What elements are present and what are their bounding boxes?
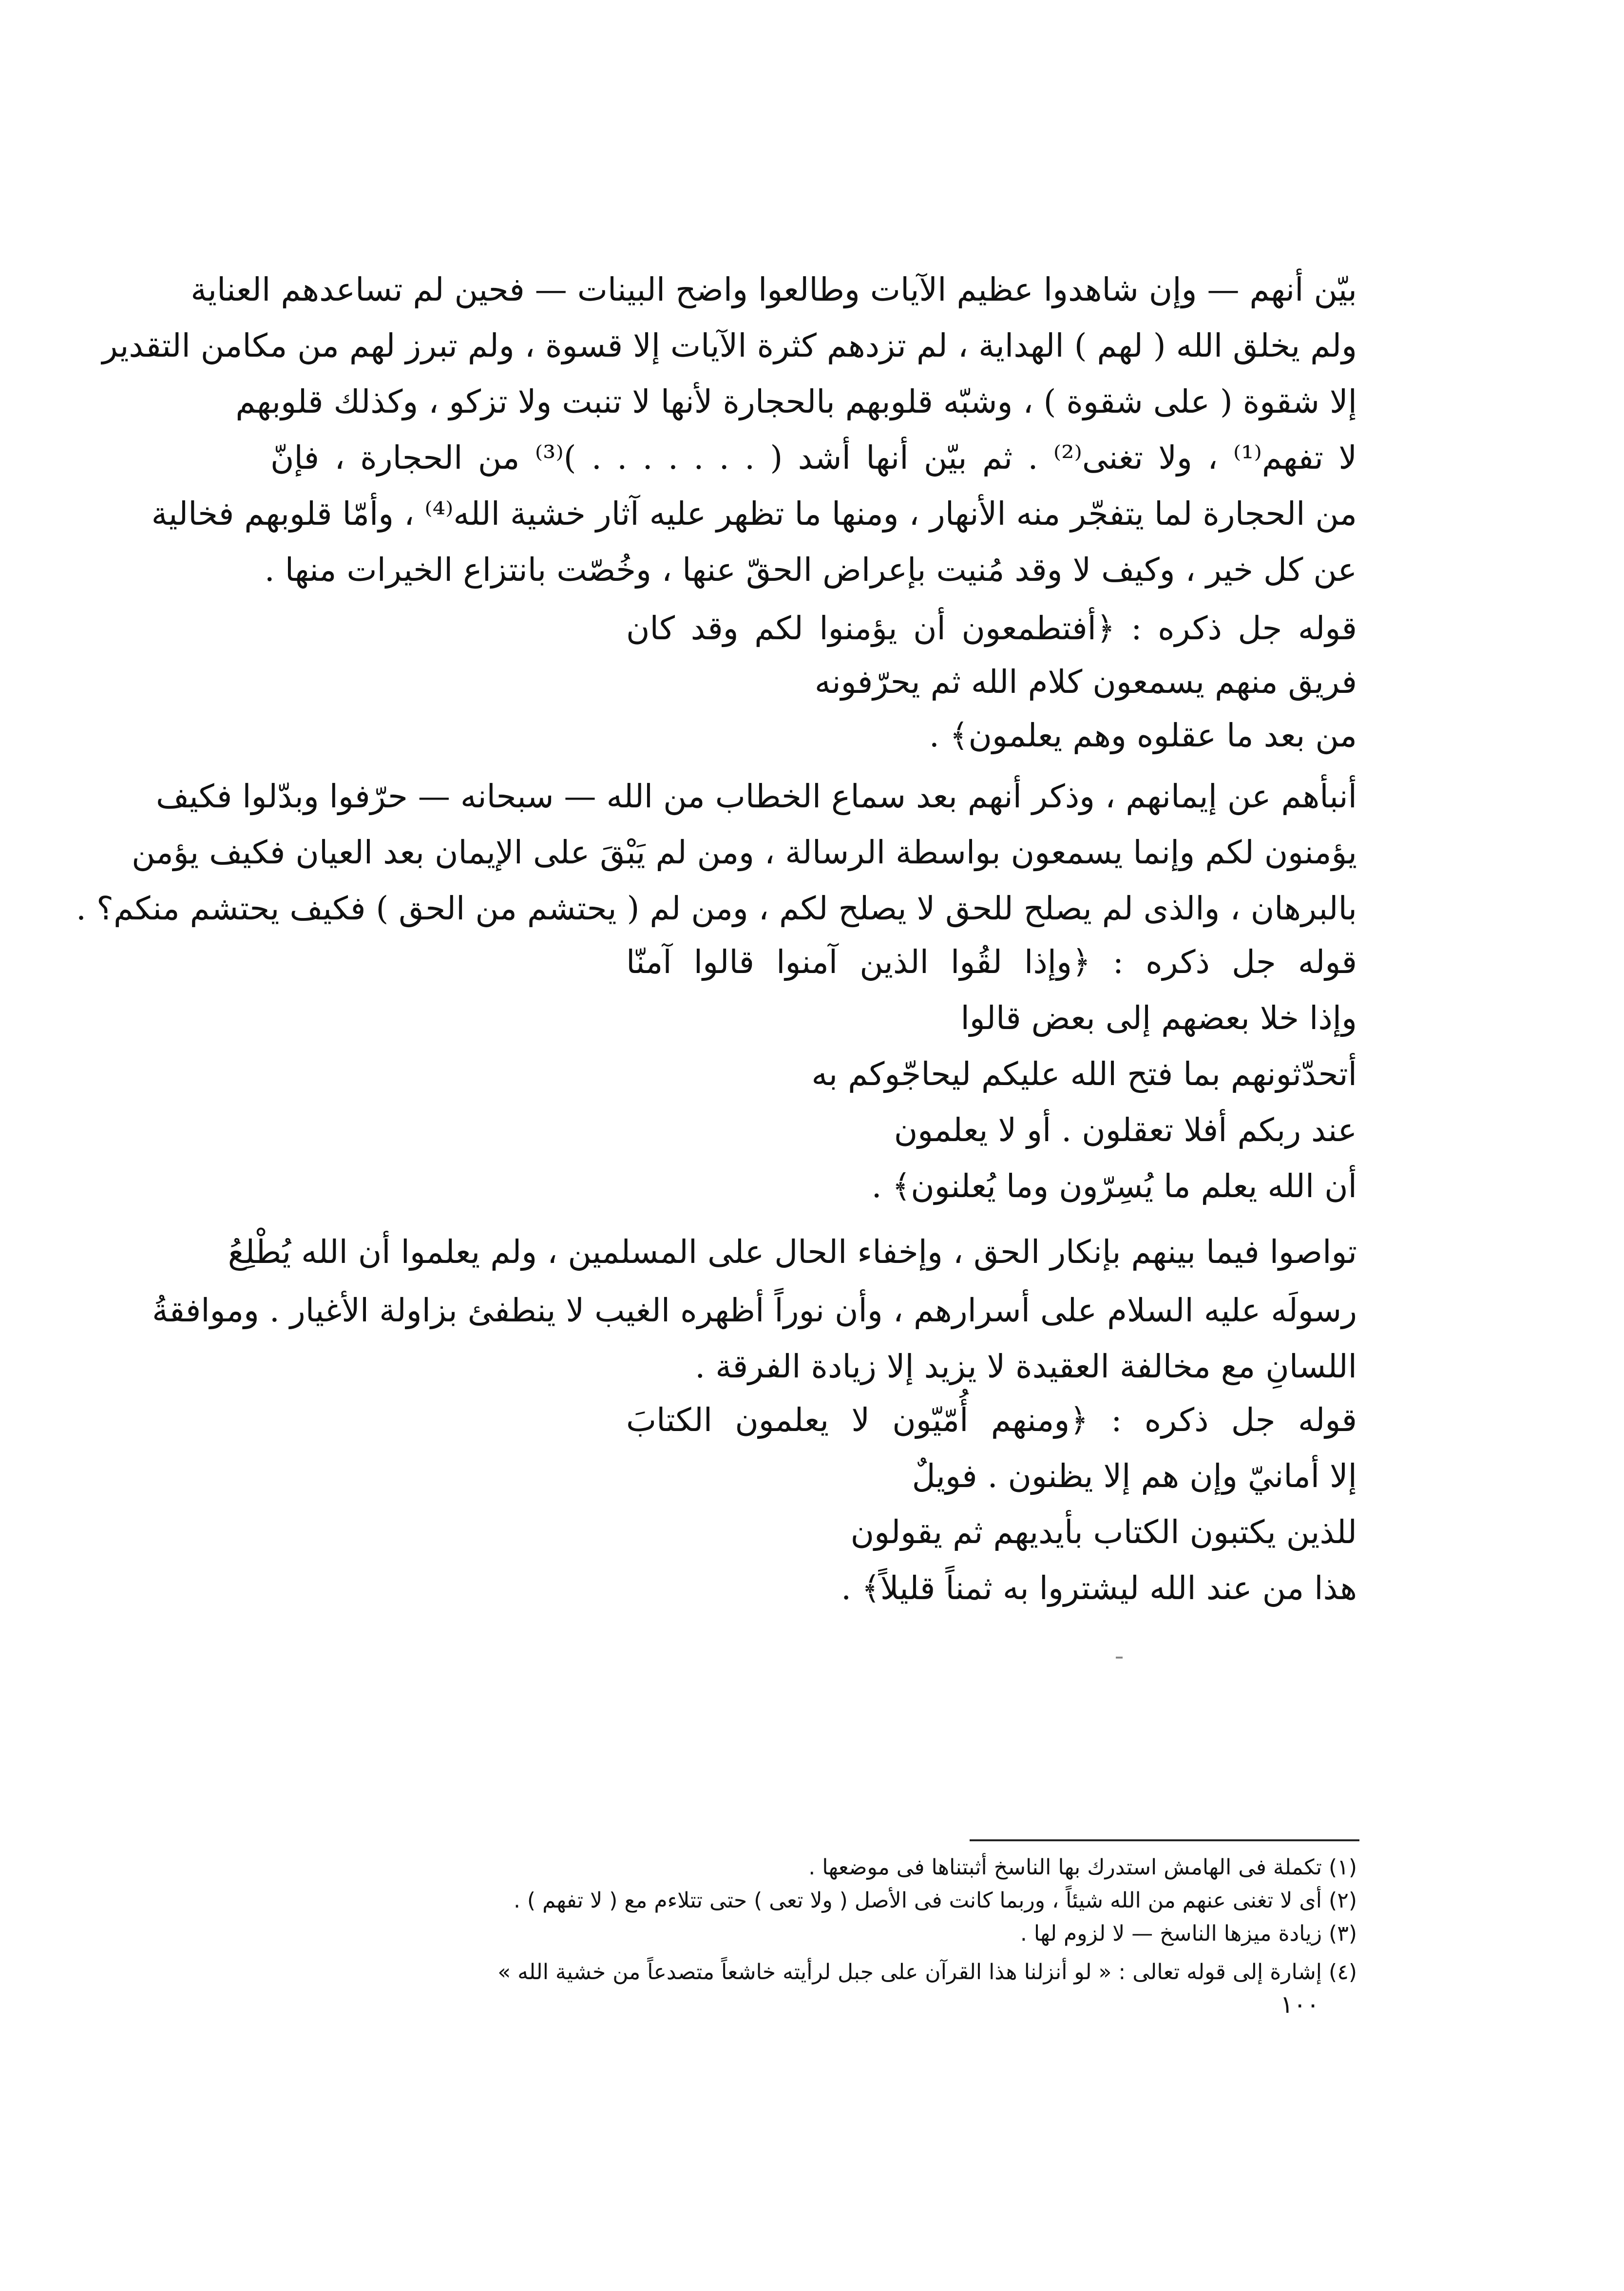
quote-line: قوله جل ذكره : ﴿وإذا لقُوا الذين آمنوا قالوا آمنّا — [626, 943, 1357, 981]
quote-line: عند ربكم أفلا تعقلون . أو لا يعلمون — [894, 1111, 1357, 1149]
quote-line: أتحدّثونهم بما فتح الله عليكم ليحاجّوكم به — [811, 1055, 1357, 1093]
footnote-divider — [970, 1839, 1359, 1841]
quote-line: أن الله يعلم ما يُسِرّون وما يُعلنون﴾ . — [871, 1167, 1357, 1205]
footnote-item: (٤) إشارة إلى قوله تعالى : « لو أنزلنا هذا القرآن على جبل لرأيته خاشعاً متصدعاً من خشية الله » — [497, 1960, 1357, 1985]
quote-line: قوله جل ذكره : ﴿ومنهم أُمّيّون لا يعلمون الكتابَ — [626, 1401, 1357, 1439]
text-line: إلا شقوة ( على شقوة ) ، وشبّه قلوبهم بالحجارة لأنها لا تنبت ولا تزكو ، وكذلك قلوبهم — [235, 383, 1357, 420]
text-line: لا تفهم⁽¹⁾ ، ولا تغنى⁽²⁾ . ثم بيّن أنها أشد ( . . . . . . . )⁽³⁾ من الحجارة ، فإنّ — [270, 439, 1357, 477]
text-line: بالبرهان ، والذى لم يصلح للحق لا يصلح لكم ، ومن لم ( يحتشم من الحق ) فكيف يحتشم منكم؟ . — [76, 890, 1357, 927]
scan-speck — [1116, 1657, 1123, 1659]
quote-line: قوله جل ذكره : ﴿أفتطمعون أن يؤمنوا لكم وقد كان — [626, 610, 1357, 647]
text-line: رسولَه عليه السلام على أسرارهم ، وأن نوراً أظهره الغيب لا ينطفئ بزاولة الأغيار . وموافقةُ — [152, 1292, 1357, 1329]
text-line: ولم يخلق الله ( لهم ) الهداية ، لم تزدهم كثرة الآيات إلا قسوة ، ولم تبرز لهم من مكامن التقدير — [102, 327, 1357, 364]
quote-line: للذين يكتبون الكتاب بأيديهم ثم يقولون — [850, 1513, 1357, 1551]
text-line: عن كل خير ، وكيف لا وقد مُنيت بإعراض الحقّ عنها ، وخُصّت بانتزاع الخيرات منها . — [264, 551, 1357, 589]
text-line: من الحجارة لما يتفجّر منه الأنهار ، ومنها ما تظهر عليه آثار خشية الله⁽⁴⁾ ، وأمّا قلوبهم فخالية — [151, 495, 1357, 533]
quote-line: من بعد ما عقلوه وهم يعلمون﴾ . — [929, 717, 1357, 754]
quote-line: إلا أمانيّ وإن هم إلا يظنون . فويلٌ — [912, 1457, 1357, 1495]
text-line: بيّن أنهم — وإن شاهدوا عظيم الآيات وطالعوا واضح البينات — فحين لم تساعدهم العناية — [191, 271, 1357, 308]
footnote-item: (٢) أى لا تغنى عنهم من الله شيئاً ، وربما كانت فى الأصل ( ولا تعى ) حتى تتلاءم مع ( لا تفهم ) . — [513, 1888, 1357, 1913]
quote-line: هذا من عند الله ليشتروا به ثمناً قليلاً﴾ . — [841, 1569, 1357, 1607]
quote-line: فريق منهم يسمعون كلام الله ثم يحرّفونه — [814, 663, 1357, 701]
quote-line: وإذا خلا بعضهم إلى بعض قالوا — [960, 999, 1357, 1037]
footnote-item: (٣) زيادة ميزها الناسخ — لا لزوم لها . — [1020, 1921, 1357, 1946]
text-line: أنبأهم عن إيمانهم ، وذكر أنهم بعد سماع الخطاب من الله — سبحانه — حرّفوا وبدّلوا فكيف — [156, 778, 1357, 815]
page-number: ١٠٠ — [1280, 1990, 1319, 2019]
text-line: يؤمنون لكم وإنما يسمعون بواسطة الرسالة ، ومن لم يَبْقَ على الإيمان بعد العيان فكيف يؤمن — [132, 834, 1357, 871]
footnote-item: (١) تكملة فى الهامش استدرك بها الناسخ أثبتناها فى موضعها . — [808, 1855, 1357, 1880]
text-line: اللسانِ مع مخالفة العقيدة لا يزيد إلا زيادة الفرقة . — [695, 1348, 1357, 1385]
text-line: تواصوا فيما بينهم بإنكار الحق ، وإخفاء الحال على المسلمين ، ولم يعلموا أن الله يُطْلِعُ — [228, 1233, 1357, 1271]
